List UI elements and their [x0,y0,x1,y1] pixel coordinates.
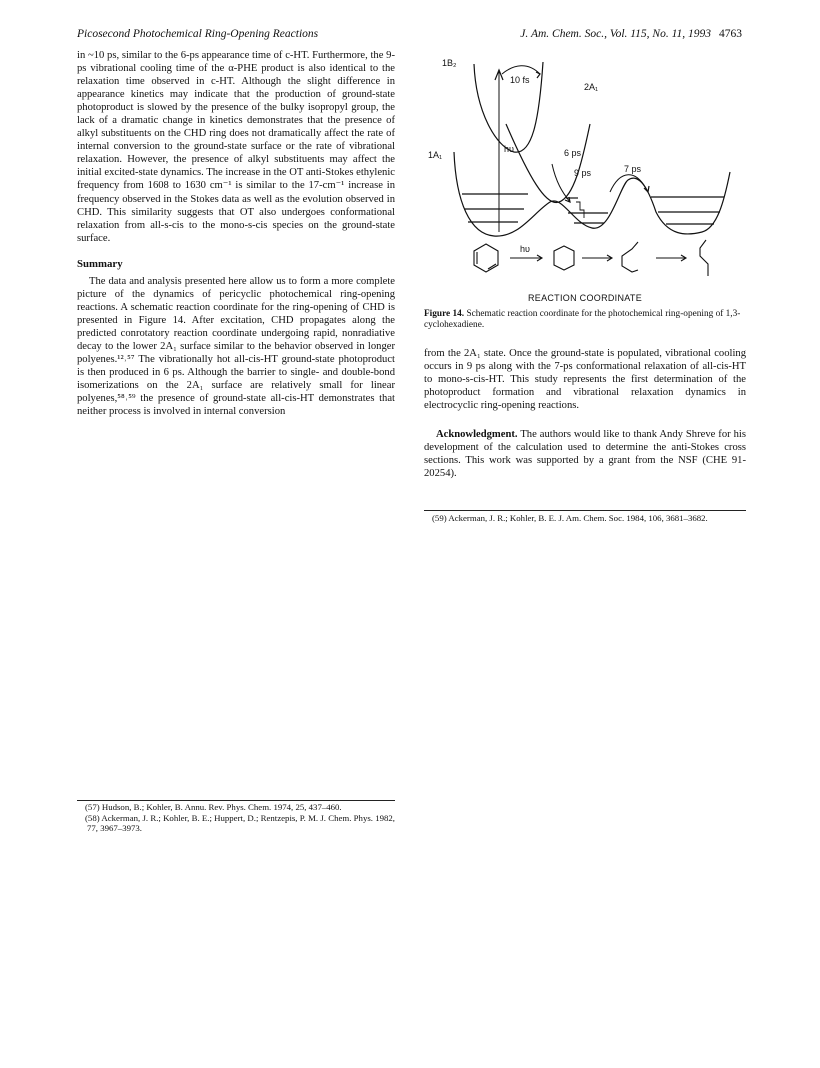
9ps-arrow [576,202,584,218]
body-paragraph: in ~10 ps, similar to the 6-ps appearance time of c-HT. Furthermore, the 9-ps vibrational cooling time of the α-PHE product is also identical to the relaxation time observed in c-HT. Although the slight difference in appearance kinetics may indicate that the production of ground-state photoproduct is slowed by the presence of the bulky isopropyl group, the lack of a dramatic change in kinetics demonstrates that the presence of alkyl substituents on the CHD ring does not dramatically affect the rate of internal conversion to the ground-state surface or the rate of vibrational relaxation. However, the presence of alkyl substituents may affect the initial excited-state dynamics. The increase in the OT anti-Stokes ethylenic frequency from 1608 to 1630 cm⁻¹ is similar to the 17-cm⁻¹ increase in frequency observed in the Stokes data as well as the evolution observed in CHD. This similarity suggests that OT also undergoes conformational relaxation from all-s-cis to the mono-s-cis species on the ground-state surface. [77,50,395,244]
section-heading-summary: Summary [77,257,123,270]
footnote-rule [77,800,395,801]
2a1-surface [506,124,590,203]
acknowledgment [424,428,746,480]
7ps-arrow [610,175,648,192]
10fs-arrow [502,66,540,74]
label-2a1: 2A₁ [584,82,599,92]
label-hv-reaction: hυ [520,244,530,254]
right-column [424,347,746,480]
label-7ps: 7 ps [624,164,642,174]
label-hv: hυ [504,144,514,154]
acknowledgment-text: The authors would like to thank Andy Shreve for his development of the calculation used to determine the anti-Stokes cross sections. This work was supported by a grant from the NSF (CHE 91-20254). [424,429,746,480]
figure-label: Figure 14. [424,309,465,319]
footnote: (57) Hudson, B.; Kohler, B. Annu. Rev. Phys. Chem. 1974, 25, 437–460. [85,802,342,812]
label-6ps: 6 ps [564,148,582,158]
footnote: (59) Ackerman, J. R.; Kohler, B. E. J. Am. Chem. Soc. 1984, 106, 3681–3682. [432,513,708,523]
page-number: 4763 [719,28,742,40]
figure-axis-label: REACTION COORDINATE [527,293,643,303]
1b2-surface [474,62,543,152]
body-paragraph: The data and analysis presented here allow us to form a more complete picture of the dynamics of pericyclic photochemical ring-opening reactions. A schematic reaction coordinate for the ring-opening of CHD is presented in Figure 14. After excitation, CHD propagates along the predicted conrotatory reaction coordinate undergoing rapid, nonradiative decay to the lower 2A₁ surface similar to the behavior observed in longer polyenes.¹²˒⁵⁷ The vibrationally hot all-cis-HT ground-state photoproduct is then produced in 6 ps. Although the barrier to single- and double-bond isomerizations on the 2A₁ surface are relatively small for linear polyenes,⁵⁸˒⁵⁹ the presence of ground-state all-cis-HT demonstrates that neither process is involved in internal conversion [77,275,395,418]
running-header-title: Picosecond Photochemical Ring-Opening Reactions [77,28,319,40]
hexatriene-structure-3 [700,240,708,276]
cyclohexadiene-structure [474,244,498,272]
reaction-coordinate-figure [424,52,746,287]
figure-caption-text: Schematic reaction coordinate for the photochemical ring-opening of 1,3-cyclohexadiene. [424,309,741,331]
running-header-journal [484,28,742,40]
footnotes-right [424,513,746,524]
acknowledgment-heading: Acknowledgment. [436,429,518,441]
label-1a1: 1A₁ [428,150,443,160]
journal-citation: J. Am. Chem. Soc., Vol. 115, No. 11, 1993 [520,28,711,40]
hexatriene-structure-2 [622,242,638,272]
hexatriene-structure-1 [554,246,574,270]
footnote: (58) Ackerman, J. R.; Kohler, B. E.; Huppert, D.; Rentzepis, P. M. J. Chem. Phys. 1982, 77, 3967–3973. [85,812,395,834]
label-9ps: 9 ps [574,168,592,178]
footnotes-left [77,802,395,834]
figure-caption [424,309,746,332]
left-column [77,49,395,418]
body-paragraph: from the 2A₁ state. Once the ground-state is populated, vibrational cooling occurs in 9 ps along with the 7-ps conformational relaxation of all-cis-HT to mono-s-cis-HT. This study represents the first determination of the photoproduct formation and vibrational relaxation dynamics in electrocyclic ring-opening reactions. [424,348,746,412]
label-10fs: 10 fs [510,75,530,85]
label-1b2: 1B₂ [442,58,457,68]
footnote-rule [424,510,746,511]
